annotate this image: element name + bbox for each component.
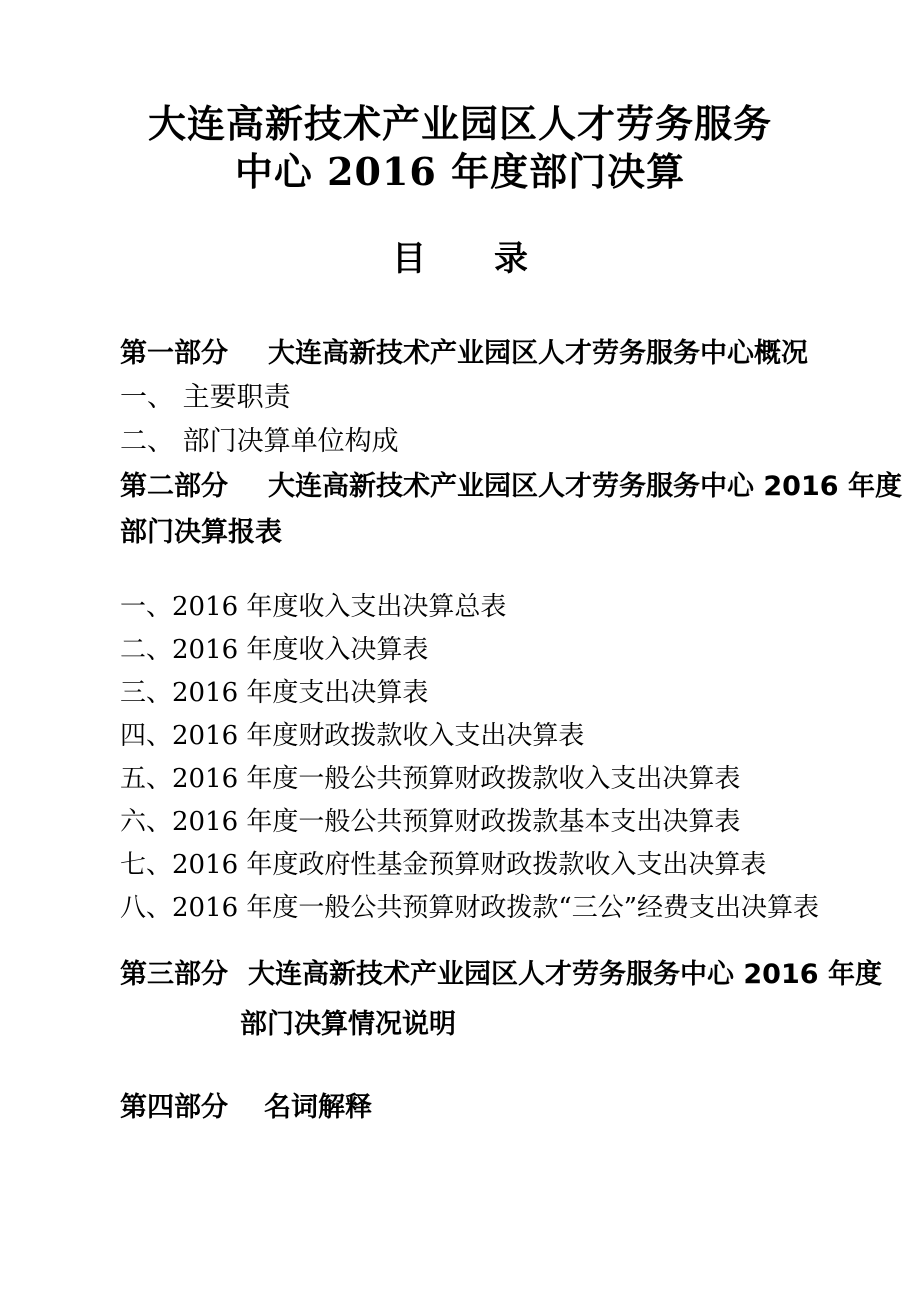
- part2-title-line-1: 大连高新技术产业园区人才劳务服务中心 2016 年度: [268, 471, 902, 502]
- part3-title-line-2: 部门决算情况说明: [240, 1009, 456, 1040]
- part4-heading: [120, 1085, 810, 1130]
- toc-content: [120, 332, 902, 1130]
- part2-title-line-2: 部门决算报表: [120, 517, 282, 548]
- part3-label: 第三部分: [120, 959, 228, 990]
- part2-heading-line-1: [120, 464, 902, 510]
- report-table-item-5: 五、2016 年度一般公共预算财政拨款收入支出决算表: [120, 764, 741, 794]
- report-table-item-2: 二、2016 年度收入决算表: [120, 635, 429, 665]
- report-table-list: [120, 586, 820, 930]
- report-table-item-4: 四、2016 年度财政拨款收入支出决算表: [120, 721, 585, 751]
- report-table-item-7: 七、2016 年度政府性基金预算财政拨款收入支出决算表: [120, 850, 767, 880]
- report-table-item-1: 一、2016 年度收入支出决算总表: [120, 592, 507, 622]
- document-title-line-1: 大连高新技术产业园区人才劳务服务: [147, 101, 772, 146]
- part4-title: 名词解释: [264, 1092, 372, 1123]
- document-title-line-2: 中心 2016 年度部门决算: [234, 149, 686, 194]
- part3-heading-line-2: [240, 1000, 810, 1050]
- part2-label: 第二部分: [120, 471, 228, 502]
- report-table-item-8: 八、2016 年度一般公共预算财政拨款“三公”经费支出决算表: [120, 893, 820, 923]
- part1-item-2: 二、 部门决算单位构成: [120, 426, 399, 457]
- part1-item-1: 一、 主要职责: [120, 382, 291, 413]
- part3-title-line-1: 大连高新技术产业园区人才劳务服务中心 2016 年度: [248, 959, 882, 990]
- part1-title: 大连高新技术产业园区人才劳务服务中心概况: [268, 338, 808, 369]
- part2-heading-line-2: [120, 510, 810, 556]
- report-table-item-3: 三、2016 年度支出决算表: [120, 678, 429, 708]
- part4-label: 第四部分: [120, 1092, 228, 1123]
- part1-label: 第一部分: [120, 338, 228, 369]
- document-title: [0, 0, 920, 196]
- part3-heading-line-1: [120, 950, 882, 1000]
- part1-heading: [120, 332, 810, 376]
- report-table-item-6: 六、2016 年度一般公共预算财政拨款基本支出决算表: [120, 807, 741, 837]
- toc-heading: 目 录: [392, 239, 528, 279]
